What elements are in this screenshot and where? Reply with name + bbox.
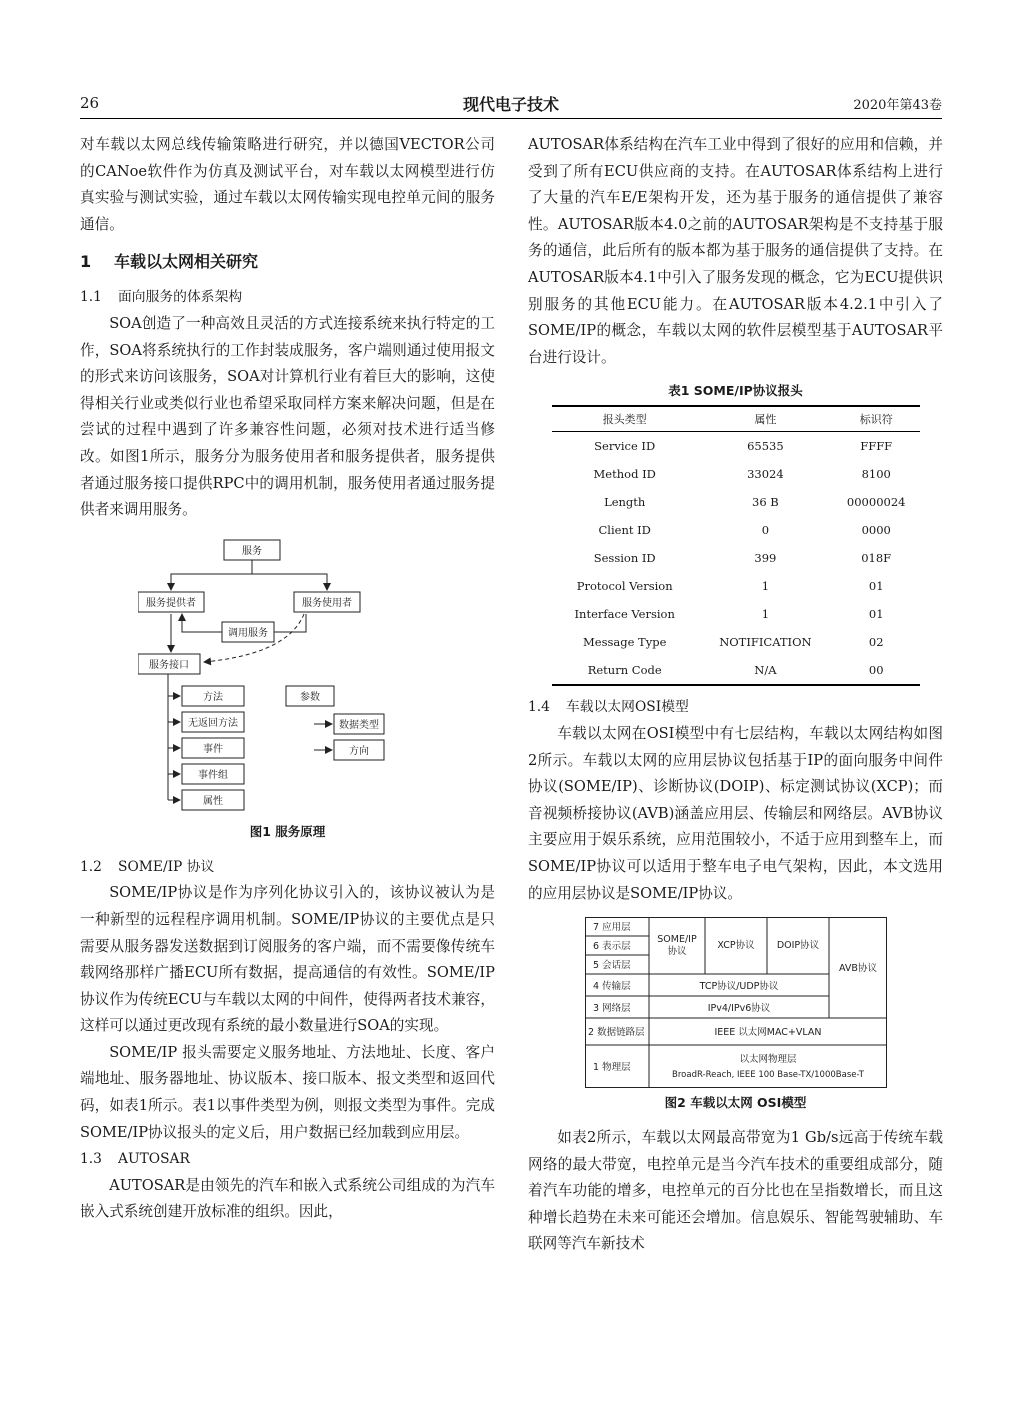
fig2-layer-2: 2 数据链路层 (587, 1027, 645, 1039)
fig1-consumer-label: 服务使用者 (301, 597, 352, 609)
soa-paragraph: SOA创造了一种高效且灵活的方式连接系统来执行特定的工作，SOA将系统执行的工作封装成服务，客户端则通过使用报文的形式来访问该服务，SOA对计算机行业有着巨大的影响，这使得相关行业或类似行业也希望采取同样方案来解决问题，但是在尝试的过程中遇到了许多兼容性问题，必须对技术进行适当修改。如图1所示，服务分为服务使用者和服务提供者，服务提供者通过服务接口提供RPC中的调用机制，服务使用者通过服务提供者来调用服务。 (80, 314, 495, 519)
fig2-doip: DOIP协议 (776, 940, 819, 952)
table-cell: 018F (861, 551, 892, 566)
right-column (528, 132, 943, 1258)
table-cell: 65535 (747, 439, 784, 454)
fig1-param-label: 参数 (299, 691, 320, 703)
figure-1-caption: 图1 服务原理 (249, 823, 326, 839)
table-row (552, 572, 920, 600)
bandwidth-paragraph: 如表2所示，车载以太网最高带宽为1 Gb/s远高于传统车载网络的最大带宽，电控单元是当今汽车技术的重要组成部分，随着汽车功能的增多，电控单元的百分比也在呈指数增长，而且这种增长趋势在未来可能还会增加。信息娱乐、智能驾驶辅助、车联网等汽车新技术 (528, 1129, 943, 1253)
someip-header-table (552, 405, 920, 686)
intro-paragraph: 对车载以太网总线传输策略进行研究，并以德国VECTOR公司的CANoe软件作为仿真及测试平台，对车载以太网模型进行仿真实验与测试实验，通过车载以太网传输实现电控单元间的服务通信。 (80, 136, 495, 233)
table-row (552, 600, 920, 628)
table-cell: 00000024 (846, 495, 906, 510)
table-row (552, 432, 920, 461)
table-cell: Return Code (552, 656, 698, 685)
subsection-title: 面向服务的体系架构 (118, 289, 243, 306)
fig1-event-label: 事件 (202, 743, 223, 755)
table-cell: 1 (761, 579, 770, 594)
table-cell: Message Type (582, 635, 667, 650)
fig2-layer-6: 6 表示层 (592, 941, 631, 953)
table-cell: N/A (698, 656, 833, 685)
table-cell: FFFF (860, 439, 893, 454)
fig2-phy: 以太网物理层 (738, 1054, 797, 1066)
fig1-method-label: 方法 (202, 691, 223, 703)
section-title: 车载以太网相关研究 (114, 252, 259, 272)
table-cell: 8100 (861, 467, 891, 482)
fig1-service-label: 服务 (241, 545, 262, 557)
fig1-no-return-label: 无返回方法 (187, 717, 238, 729)
table-1-caption: 表1 SOME/IP协议报头 (668, 383, 803, 399)
fig2-someip-protocol: 协议 (666, 946, 687, 958)
figure-1 (80, 538, 495, 842)
table-row (552, 656, 920, 685)
fig2-xcp: XCP协议 (716, 940, 755, 952)
service-principle-diagram (138, 538, 438, 820)
table-cell: Session ID (593, 551, 656, 566)
subsection-number: 1.1 (80, 289, 102, 306)
fig2-ip: IPv4/IPv6协议 (707, 1003, 770, 1015)
subsection-number: 1.2 (80, 858, 102, 875)
subsection-number: 1.3 (80, 1151, 102, 1168)
table-cell: Interface Version (574, 607, 675, 622)
table-row (552, 488, 920, 516)
subsection-title: AUTOSAR (118, 1151, 190, 1168)
table-cell: 399 (754, 551, 777, 566)
table-cell: Service ID (594, 439, 656, 454)
subsection-1-1-heading (80, 284, 495, 311)
fig1-attribute-label: 属性 (202, 795, 223, 807)
subsection-number: 1.4 (528, 699, 550, 716)
someip-paragraph-1: SOME/IP协议是作为序列化协议引入的，该协议被认为是一种新型的远程程序调用机制。SOME/IP协议的主要优点是只需要从服务器发送数据到订阅服务的客户端，而不需要像传统车载网络那样广播ECU所有数据，提高通信的有效性。SOME/IP协议作为传统ECU与车载以太网的中间件，使得两者技术兼容，这样可以通过更改现有系统的最小数量进行SOA的实现。 (80, 884, 495, 1035)
subsection-title: SOME/IP 协议 (118, 858, 215, 875)
fig2-mac: IEEE 以太网MAC+VLAN (713, 1027, 822, 1039)
osi-model-diagram (585, 917, 887, 1089)
osi-paragraph: 车载以太网在OSI模型中有七层结构，车载以太网结构如图2所示。车载以太网的应用层协议包括基于IP的面向服务中间件协议(SOME/IP)、诊断协议(DOIP)、标定测试协议(XCP)；而音视频桥接协议(AVB)涵盖应用层、传输层和网络层。AVB协议主要应用于娱乐系统，应用范围较小，不适于应用到整车上，而SOME/IP协议可以适用于整车电子电气架构，因此，本文选用的应用层协议是SOME/IP协议。 (528, 724, 943, 902)
table-cell: 1 (761, 607, 770, 622)
table-cell: 02 (868, 635, 884, 650)
table-row (552, 516, 920, 544)
section-1-heading (80, 246, 495, 278)
fig1-interface-label: 服务接口 (148, 659, 189, 671)
autosar-paragraph-1: AUTOSAR是由领先的汽车和嵌入式系统公司组成的为汽车嵌入式系统创建开放标准的组织。因此， (80, 1176, 495, 1221)
table-cell: 36 B (752, 495, 779, 510)
fig1-invoke-label: 调用服务 (227, 627, 268, 639)
fig2-tcp-udp: TCP协议/UDP协议 (699, 981, 778, 993)
fig2-phy-standards: BroadR-Reach, IEEE 100 Base-TX/1000Base-T (671, 1070, 864, 1081)
table-cell: 01 (868, 607, 884, 622)
figure-2 (528, 917, 943, 1113)
table-header-row (552, 406, 920, 432)
table-cell: Method ID (593, 467, 656, 482)
fig2-someip: SOME/IP (656, 934, 697, 946)
fig2-avb: AVB协议 (838, 963, 877, 975)
autosar-paragraph-2: AUTOSAR体系结构在汽车工业中得到了很好的应用和信赖，并受到了所有ECU供应商的支持。在AUTOSAR体系结构上进行了大量的汽车E/E架构开发，还为基于服务的通信提供了兼容性。AUTOSAR版本4.0之前的AUTOSAR架构是不支持基于服务的通信，此后所有的版本都为基于服务的通信提供了支持。在AUTOSAR版本4.1中引入了服务发现的概念，它为ECU提供识别服务的其他ECU能力。在AUTOSAR版本4.2.1中引入了 SOME/IP的概念，车载以太网的软件层模型基于AUTOSAR平台进行设计。 (528, 136, 943, 366)
column-header: 标识符 (833, 406, 920, 432)
subsection-1-4-heading (528, 694, 943, 721)
table-cell: Protocol Version (576, 579, 673, 594)
subsection-title: 车载以太网OSI模型 (566, 699, 689, 716)
running-header (80, 92, 942, 119)
table-cell: 00 (833, 656, 920, 685)
fig2-layer-7: 7 应用层 (592, 922, 631, 934)
table-cell: 33024 (747, 467, 784, 482)
fig2-layer-3: 3 网络层 (592, 1003, 631, 1015)
table-cell: 0000 (861, 523, 891, 538)
table-cell: Client ID (598, 523, 651, 538)
issue-label: 2020年第43卷 (853, 98, 942, 113)
table-cell: NOTIFICATION (719, 635, 812, 650)
fig1-data-type-label: 数据类型 (338, 719, 379, 731)
fig2-layer-1: 1 物理层 (592, 1062, 631, 1074)
fig2-layer-4: 4 传输层 (592, 981, 631, 993)
page-number: 26 (80, 94, 100, 112)
table-row (552, 544, 920, 572)
column-header: 报头类型 (552, 406, 698, 432)
figure-2-caption: 图2 车载以太网 OSI模型 (664, 1095, 807, 1111)
left-column (80, 132, 495, 1226)
fig2-layer-5: 5 会话层 (592, 960, 631, 972)
someip-paragraph-2: SOME/IP 报头需要定义服务地址、方法地址、长度、客户端地址、服务器地址、协议版本、接口版本、报文类型和返回代码，如表1所示。表1以事件类型为例，则报文类型为事件。完成SOME/IP协议报头的定义后，用户数据已经加载到应用层。 (80, 1043, 495, 1141)
subsection-1-3-heading (80, 1146, 495, 1173)
table-row (552, 460, 920, 488)
fig1-provider-label: 服务提供者 (145, 597, 196, 609)
fig1-direction-label: 方向 (348, 745, 369, 757)
table-row (552, 628, 920, 656)
column-header: 属性 (698, 406, 833, 432)
fig1-event-group-label: 事件组 (197, 769, 228, 781)
section-number: 1 (80, 252, 92, 272)
journal-title: 现代电子技术 (462, 95, 559, 114)
table-cell: Length (604, 495, 646, 510)
table-cell: 0 (761, 523, 770, 538)
subsection-1-2-heading (80, 854, 495, 881)
table-cell: 01 (868, 579, 884, 594)
